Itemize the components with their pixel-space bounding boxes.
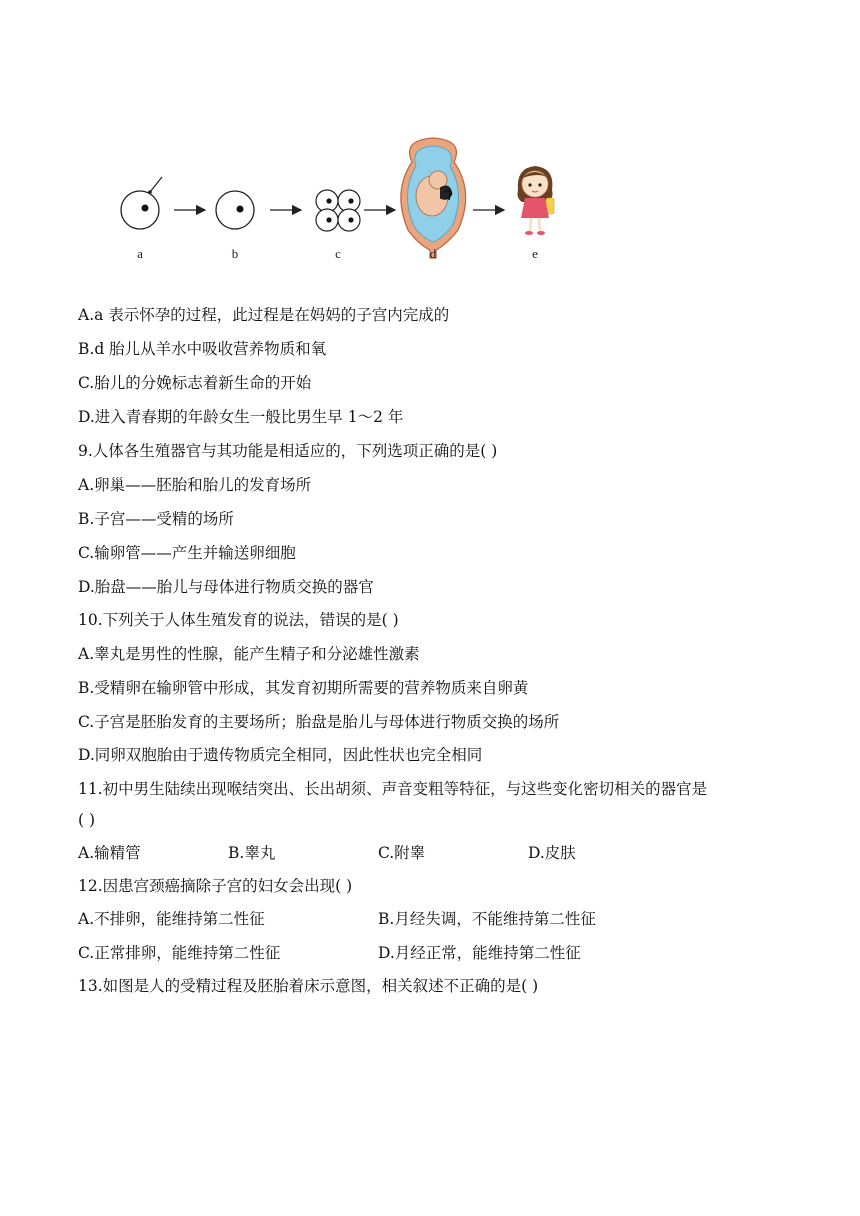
q9-option-c: C.输卵管——产生并输送卵细胞 [78,544,296,562]
q10-option-b: B.受精卵在输卵管中形成，其发育初期所需要的营养物质来自卵黄 [78,679,529,697]
label-b: b [231,246,239,261]
q10-option-c: C.子宫是胚胎发育的主要场所；胎盘是胎儿与母体进行物质交换的场所 [78,713,560,731]
q12-option-c: C.正常排卵，能维持第二性征 [78,944,281,962]
q10-option-d: D.同卵双胞胎由于遗传物质完全相同，因此性状也完全相同 [78,746,483,764]
q11-option-b: B.睾丸 [228,844,276,862]
stage-a-fertilization [121,177,162,229]
q11-option-c: C.附睾 [378,844,426,862]
q11-option-a: A.输精管 [78,844,141,862]
q11-option-d: D.皮肤 [528,844,576,862]
q12-stem: 12.因患宫颈癌摘除子宫的妇女会出现( ) [78,877,353,895]
q13-stem: 13.如图是人的受精过程及胚胎着床示意图，相关叙述不正确的是( ) [78,977,539,995]
q8-option-c: C.胎儿的分娩标志着新生命的开始 [78,374,312,392]
q9-stem: 9.人体各生殖器官与其功能是相适应的，下列选项正确的是( ) [78,442,498,460]
stage-d-fetus-in-uterus [401,138,466,258]
q10-option-a: A.睾丸是男性的性腺，能产生精子和分泌雄性激素 [78,645,420,663]
q9-option-a: A.卵巢——胚胎和胎儿的发育场所 [78,476,312,494]
q12-options-row-2 [78,943,778,963]
label-e: e [532,246,538,261]
q9-option-b: B.子宫——受精的场所 [78,510,234,528]
q9-option-d: D.胎盘——胎儿与母体进行物质交换的器官 [78,578,374,596]
stage-b-zygote [216,191,254,229]
stage-c-cell-division [316,190,360,231]
q11-stem-cont: ( ) [78,811,96,829]
q8-option-b: B.d 胎儿从羊水中吸收营养物质和氧 [78,340,327,358]
q12-option-b: B.月经失调，不能维持第二性征 [378,910,596,928]
label-d: d [429,246,437,261]
q12-option-d: D.月经正常，能维持第二性征 [378,944,581,962]
q11-stem: 11.初中男生陆续出现喉结突出、长出胡须、声音变粗等特征，与这些变化密切相关的器官是 [78,780,708,798]
stage-e-child [518,166,555,235]
q8-option-a: A.a 表示怀孕的过程，此过程是在妈妈的子宫内完成的 [78,306,450,324]
q11-options-row [78,843,778,863]
label-c: c [335,246,341,261]
development-figure [100,132,570,268]
development-diagram [100,132,570,268]
q10-stem: 10.下列关于人体生殖发育的说法，错误的是( ) [78,611,399,629]
label-a: a [137,246,143,261]
q12-option-a: A.不排卵，能维持第二性征 [78,910,265,928]
q8-option-d: D.进入青春期的年龄女生一般比男生早 1～2 年 [78,408,404,426]
q12-options-row-1 [78,909,778,929]
